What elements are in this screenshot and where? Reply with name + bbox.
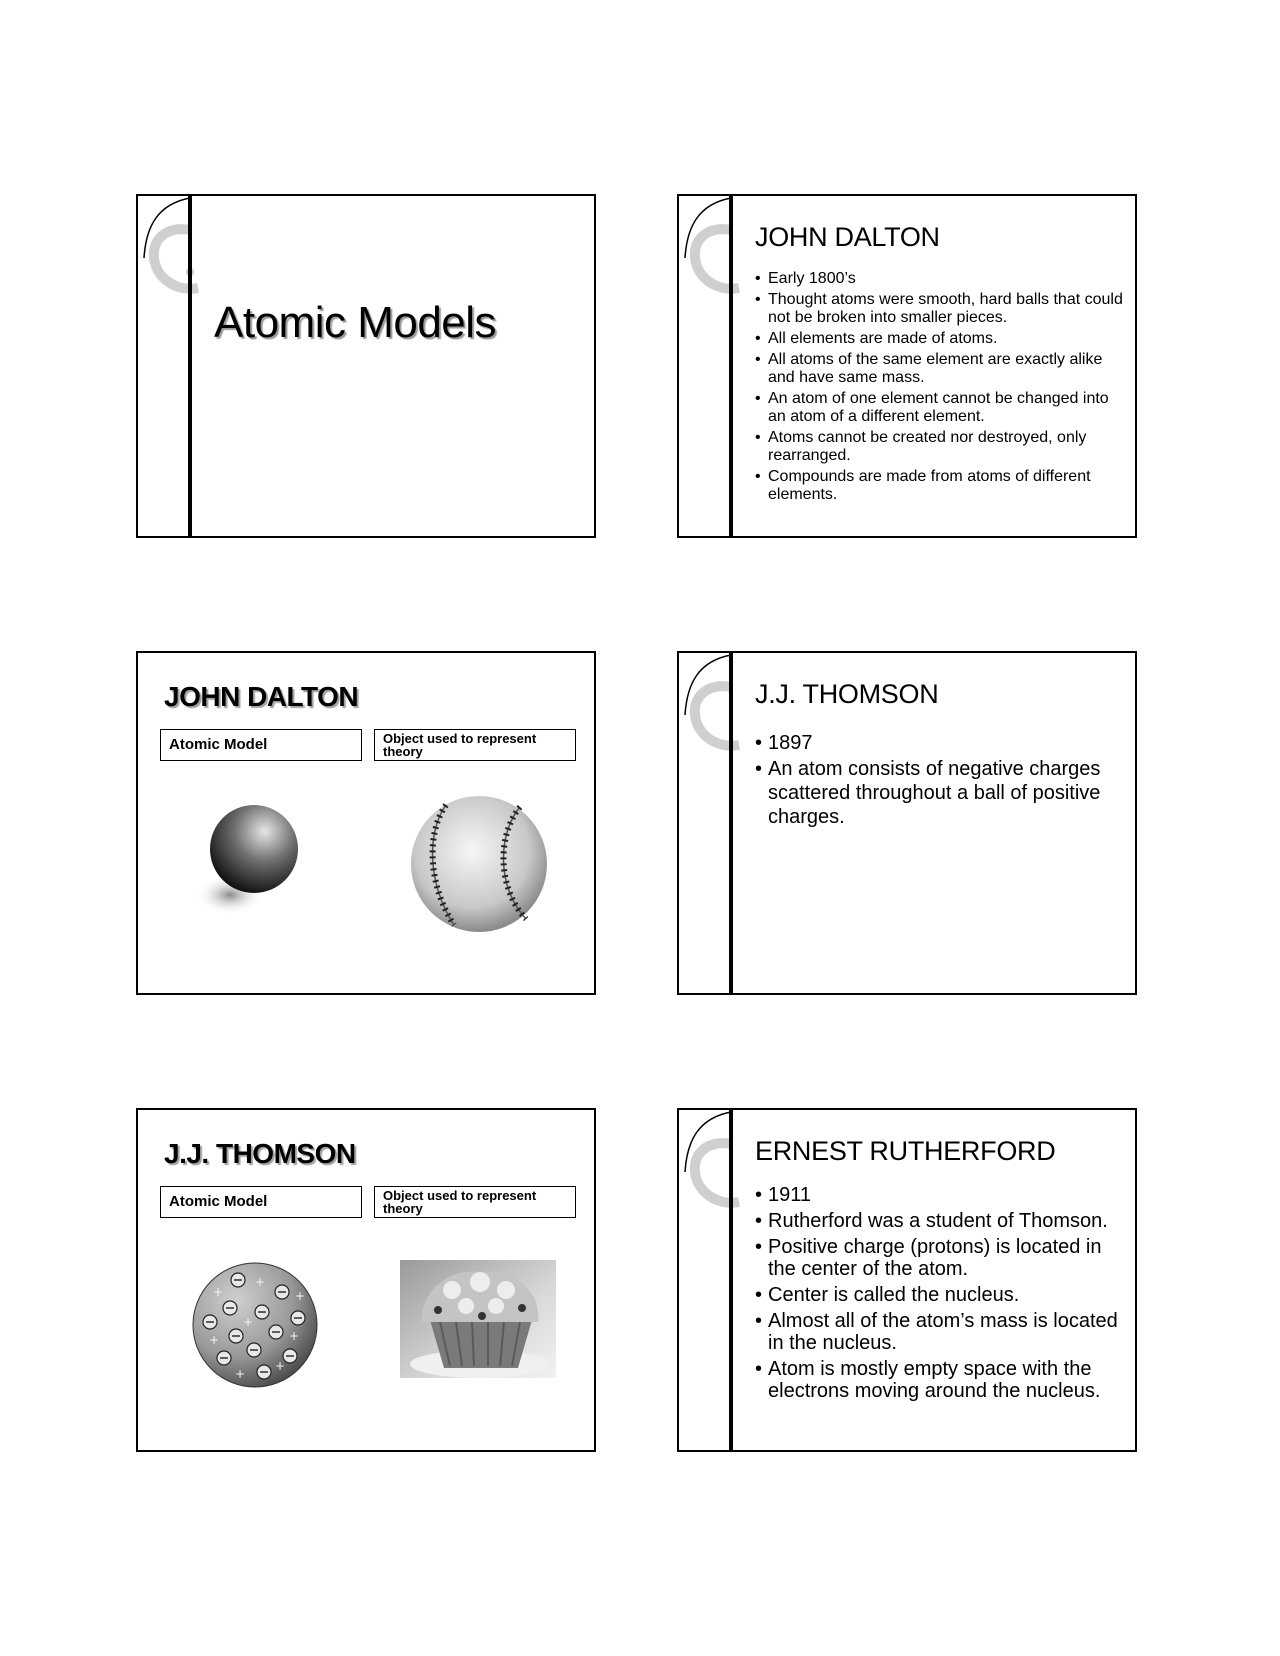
bullet-item: • Atoms cannot be created nor destroyed, only rearranged. <box>755 429 1123 465</box>
bullet-item: • Atom is mostly empty space with the electrons moving around the nucleus. <box>755 1358 1123 1402</box>
slide-4 <box>677 651 1137 995</box>
solid-sphere-image <box>188 803 308 923</box>
bullet-list <box>755 270 1123 507</box>
muffin-image <box>400 1260 556 1378</box>
svg-text:+: + <box>288 1329 300 1343</box>
slide-title: JOHN DALTON <box>164 681 359 712</box>
bullet-list <box>755 1184 1123 1406</box>
bullet-item: • All elements are made of atoms. <box>755 330 1123 348</box>
bullet-item: • Thought atoms were smooth, hard balls that could not be broken into smaller pieces. <box>755 291 1123 327</box>
slide-title: J.J. THOMSON <box>164 1138 356 1169</box>
baseball-image <box>408 793 550 935</box>
svg-text:+: + <box>234 1367 246 1381</box>
slide-divider <box>729 1110 733 1450</box>
svg-text:+: + <box>212 1285 224 1299</box>
slide-title: J.J. THOMSON <box>755 679 939 709</box>
slide-divider <box>729 196 733 536</box>
bullet-list <box>755 731 1123 831</box>
bullet-item: • Center is called the nucleus. <box>755 1284 1123 1306</box>
bullet-item: • 1897 <box>755 731 1123 755</box>
slide-title: Atomic Models <box>214 298 497 347</box>
slide-1 <box>136 194 596 538</box>
bullet-item: • Positive charge (protons) is located in the center of the atom. <box>755 1236 1123 1280</box>
slide-6 <box>677 1108 1137 1452</box>
bullet-item: • All atoms of the same element are exactly alike and have same mass. <box>755 351 1123 387</box>
label-atomic-model: Atomic Model <box>160 1186 362 1218</box>
slide-5 <box>136 1108 596 1452</box>
svg-text:+: + <box>242 1315 254 1329</box>
slide-title: JOHN DALTON <box>755 222 940 252</box>
svg-text:+: + <box>274 1359 286 1373</box>
bullet-item: • Almost all of the atom’s mass is located in the nucleus. <box>755 1310 1123 1354</box>
plum-pudding-model-image <box>190 1260 320 1390</box>
slide-3 <box>136 651 596 995</box>
slide-divider <box>188 196 192 536</box>
label-object-theory: Object used to represent theory <box>374 729 576 761</box>
bullet-item: • 1911 <box>755 1184 1123 1206</box>
bullet-item: • An atom consists of negative charges scattered throughout a ball of positive charges. <box>755 757 1123 829</box>
label-atomic-model: Atomic Model <box>160 729 362 761</box>
slide-title: ERNEST RUTHERFORD <box>755 1136 1056 1166</box>
slide-2 <box>677 194 1137 538</box>
svg-text:+: + <box>208 1333 220 1347</box>
svg-text:+: + <box>294 1289 306 1303</box>
bullet-item: • Rutherford was a student of Thomson. <box>755 1210 1123 1232</box>
svg-text:+: + <box>254 1275 266 1289</box>
slide-divider <box>729 653 733 993</box>
label-object-theory: Object used to represent theory <box>374 1186 576 1218</box>
bullet-item: • An atom of one element cannot be changed into an atom of a different element. <box>755 390 1123 426</box>
bullet-item: • Early 1800’s <box>755 270 1123 288</box>
bullet-item: • Compounds are made from atoms of different elements. <box>755 468 1123 504</box>
